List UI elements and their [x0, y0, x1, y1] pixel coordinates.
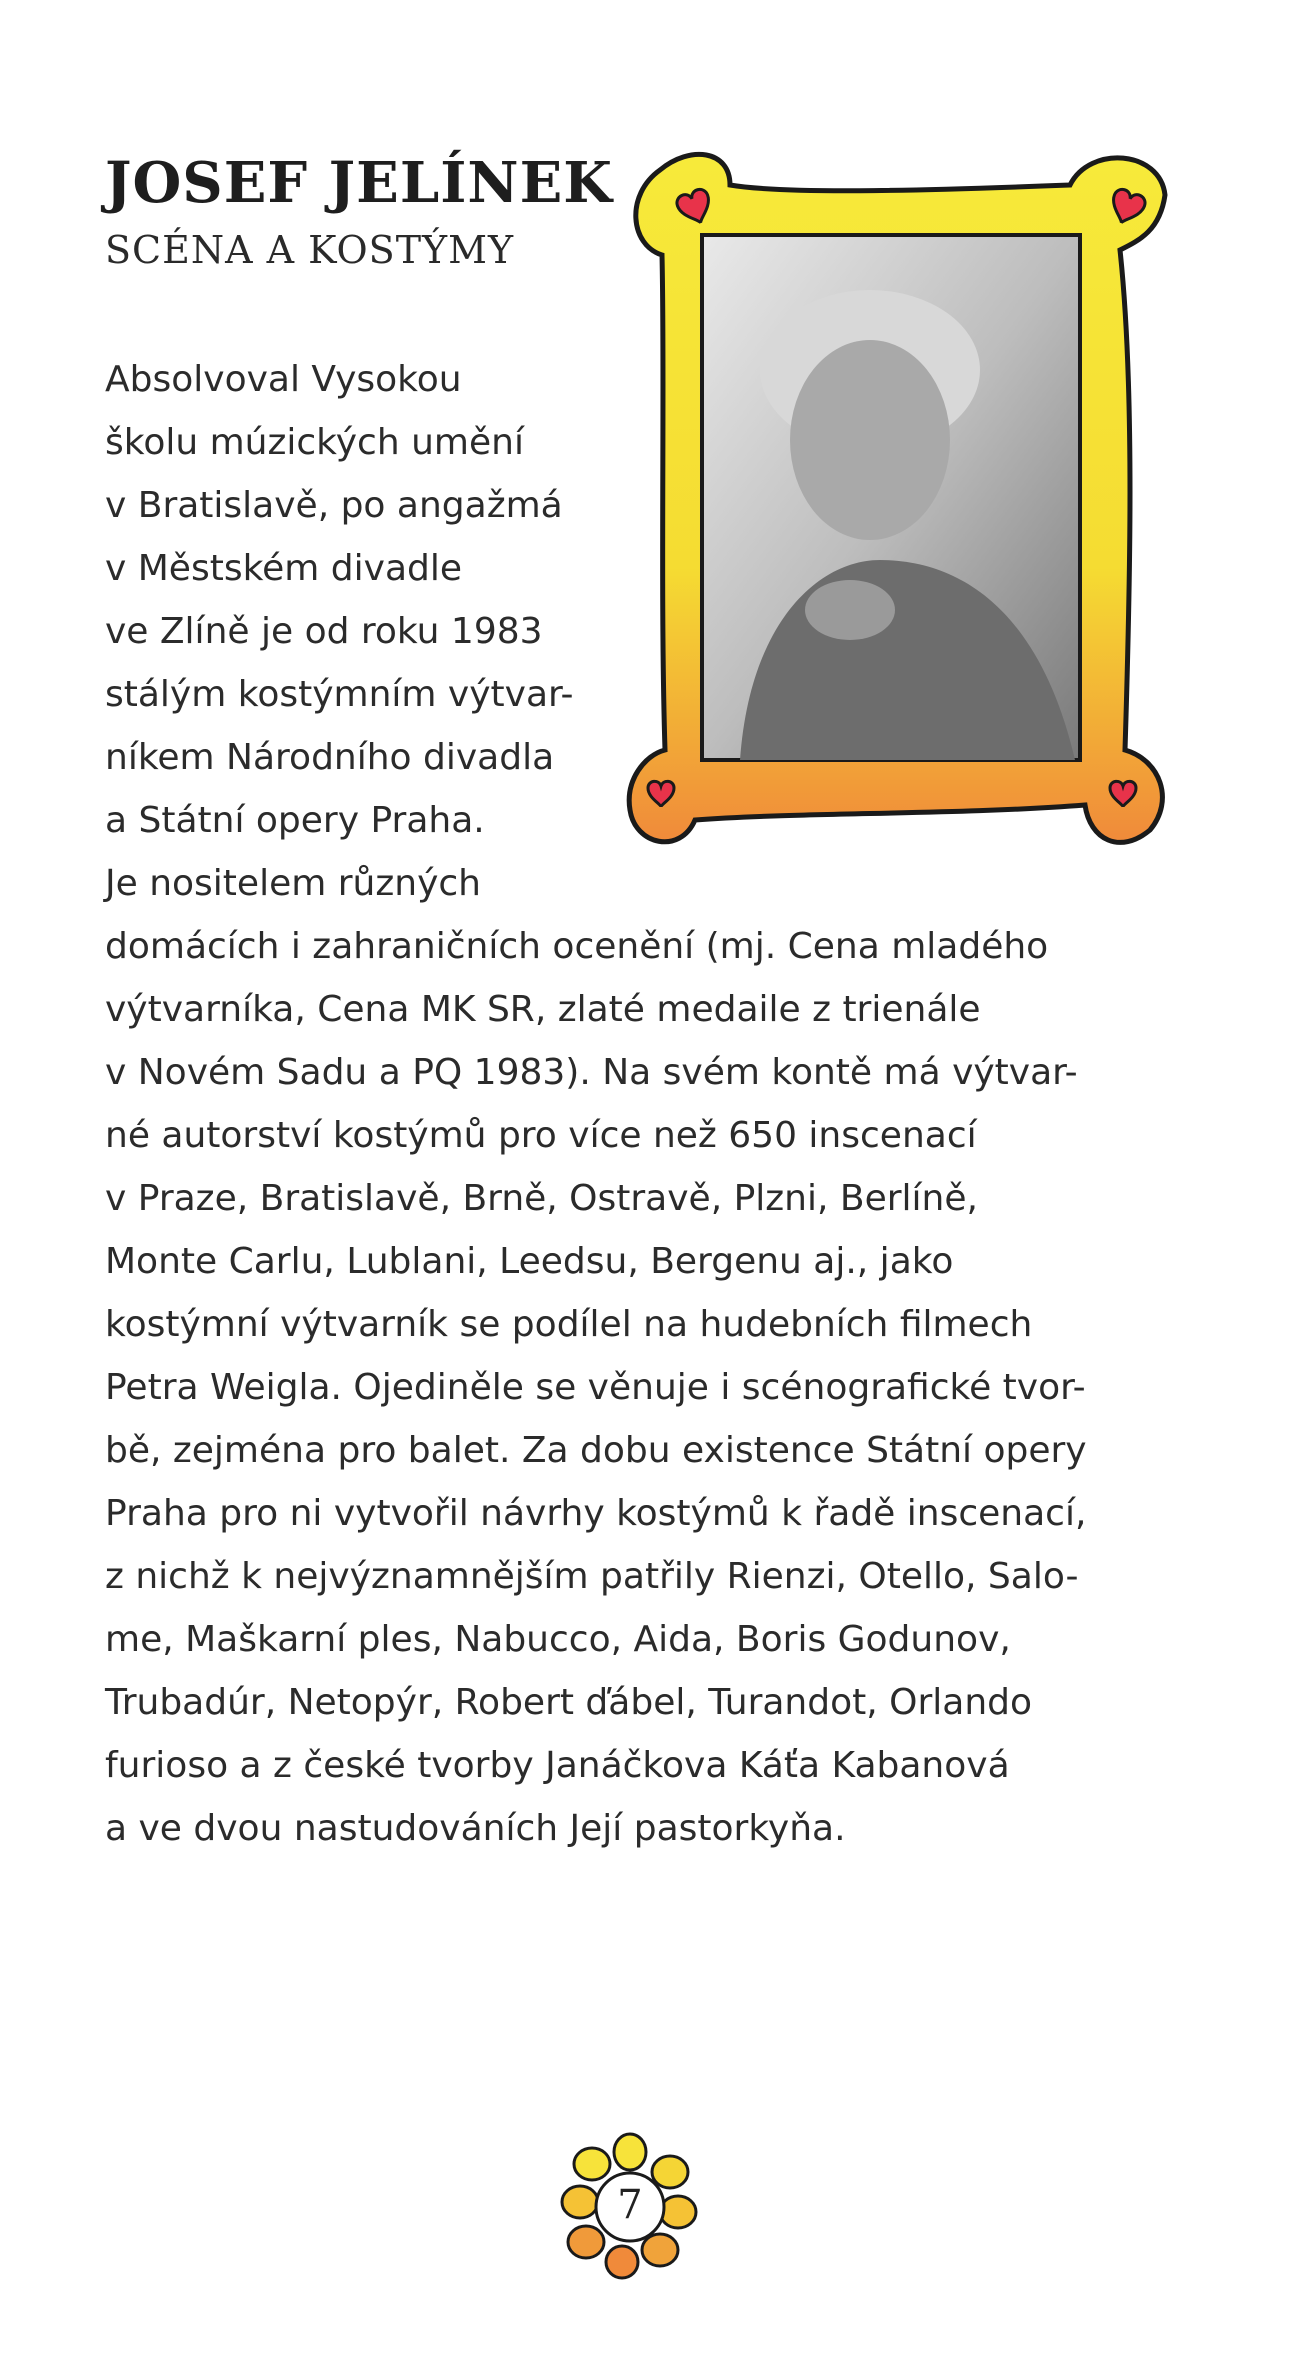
bio-line: furioso a z české tvorby Janáčkova Káťa Kabanová: [105, 1745, 1010, 1786]
bio-line: Praha pro ni vytvořil návrhy kostýmů k řadě inscenací,: [105, 1493, 1087, 1534]
bio-line: v Novém Sadu a PQ 1983). Na svém kontě má výtvar-: [105, 1052, 1078, 1093]
bio-line: níkem Národního divadla: [105, 737, 555, 778]
bio-line: Absolvoval Vysokou: [105, 359, 462, 400]
bio-line: domácích i zahraničních ocenění (mj. Cena mladého: [105, 926, 1049, 967]
bio-line: v Praze, Bratislavě, Brně, Ostravě, Plzni, Berlíně,: [105, 1178, 978, 1219]
bio-line: Monte Carlu, Lublani, Leedsu, Bergenu aj., jako: [105, 1241, 954, 1282]
bio-line: Trubadúr, Netopýr, Robert ďábel, Turandot, Orlando: [105, 1682, 1033, 1723]
bio-line: né autorství kostýmů pro více než 650 inscenací: [105, 1115, 977, 1156]
bio-line: a ve dvou nastudováních Její pastorkyňa.: [105, 1808, 846, 1849]
bio-line: v Městském divadle: [105, 548, 463, 589]
bio-line: me, Maškarní ples, Nabucco, Aida, Boris Godunov,: [105, 1619, 1011, 1660]
bio-line: Je nositelem různých: [105, 863, 481, 904]
page-number: 7: [617, 2182, 643, 2228]
portrait-frame: [620, 140, 1180, 860]
bio-line: stálým kostýmním výtvar-: [105, 674, 574, 715]
bio-line: z nichž k nejvýznamnějším patřily Rienzi, Otello, Salo-: [105, 1556, 1079, 1597]
bio-line: školu múzických umění: [105, 422, 524, 463]
bio-line: Petra Weigla. Ojediněle se věnuje i scénografické tvor-: [105, 1367, 1086, 1408]
bio-line: bě, zejména pro balet. Za dobu existence Státní opery: [105, 1430, 1087, 1471]
bio-line: ve Zlíně je od roku 1983: [105, 611, 543, 652]
person-role: SCÉNA A KOSTÝMY: [105, 228, 515, 272]
bio-line: kostýmní výtvarník se podílel na hudebních filmech: [105, 1304, 1033, 1345]
bio-line: výtvarníka, Cena MK SR, zlaté medaile z trienále: [105, 989, 981, 1030]
person-name: JOSEF JELÍNEK: [105, 150, 613, 216]
bio-line: a Státní opery Praha.: [105, 800, 485, 841]
bio-line: v Bratislavě, po angažmá: [105, 485, 563, 526]
